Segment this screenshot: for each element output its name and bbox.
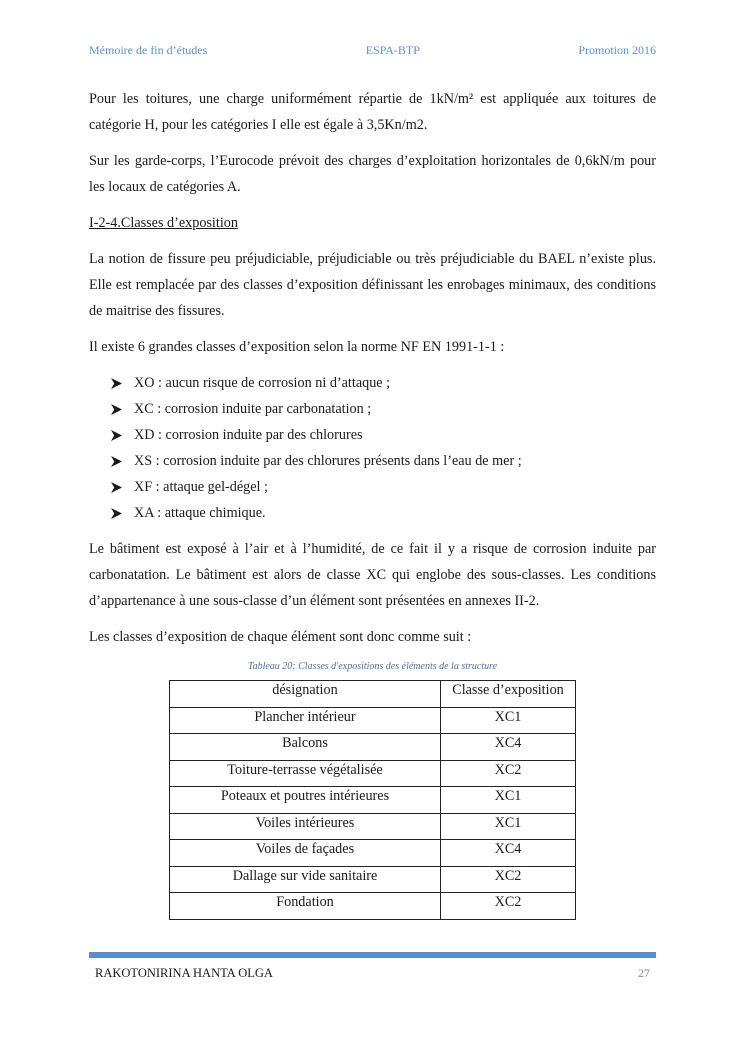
table-cell-class: XC4 <box>441 840 576 867</box>
table-row <box>170 813 576 840</box>
table-cell-designation: Voiles intérieures <box>170 813 441 840</box>
list-item-text: XO : aucun risque de corrosion ni d’attaque ; <box>134 375 391 391</box>
table-cell-class: XC2 <box>441 760 576 787</box>
table-row <box>170 734 576 761</box>
list-item-text: XD : corrosion induite par des chlorures <box>134 427 363 443</box>
arrowhead-bullet-icon <box>111 508 122 519</box>
table-cell-designation: Plancher intérieur <box>170 707 441 734</box>
list-item <box>111 370 656 396</box>
arrowhead-bullet-icon <box>111 404 122 415</box>
page-header <box>89 43 656 58</box>
list-item <box>111 474 656 500</box>
table-cell-class: XC1 <box>441 707 576 734</box>
table-row <box>170 866 576 893</box>
header-school: ESPA-BTP <box>365 43 420 57</box>
paragraph-roof-loads: Pour les toitures, une charge uniformément répartie de 1kN/m² est appliquée aux toitures de catégorie H, pour les catégories I elle est égale à 3,5Kn/m2. <box>89 91 656 133</box>
paragraph-building-exposure: Le bâtiment est exposé à l’air et à l’humidité, de ce fait il y a risque de corrosion induite par carbonatation. Le bâtiment est alors de classe XC qui englobe des sous-classes. Les conditions d’appartenance à une sous-classe d’un élément sont présentées en annexes II-2. <box>89 541 656 609</box>
table-cell-designation: Fondation <box>170 893 441 920</box>
table-row <box>170 760 576 787</box>
exposure-class-list <box>89 370 656 526</box>
table-row <box>170 840 576 867</box>
paragraph-table-intro: Les classes d’exposition de chaque élément sont donc comme suit : <box>89 629 472 645</box>
section-heading: I-2-4.Classes d’exposition <box>89 215 238 231</box>
table-cell-class: XC4 <box>441 734 576 761</box>
list-item <box>111 422 656 448</box>
header-thesis-label: Mémoire de fin d’études <box>89 43 208 57</box>
table-row <box>170 893 576 920</box>
page-number: 27 <box>638 966 650 980</box>
column-header-exposure-class: Classe d’exposition <box>441 681 576 708</box>
paragraph-crack-notion: La notion de fissure peu préjudiciable, préjudiciable ou très préjudiciable du BAEL n’existe plus. Elle est remplacée par des classes d’exposition définissant les enrobages minimaux, des conditions de maitrise des fissures. <box>89 251 656 319</box>
list-item <box>111 448 656 474</box>
page-content <box>89 86 656 920</box>
table-row <box>170 707 576 734</box>
table-caption: Tableau 20: Classes d'expositions des éléments de la structure <box>247 661 498 672</box>
header-promotion: Promotion 2016 <box>578 43 656 57</box>
table-cell-designation: Toiture-terrasse végétalisée <box>170 760 441 787</box>
list-item <box>111 500 656 526</box>
paragraph-guardrail-loads: Sur les garde-corps, l’Eurocode prévoit des charges d’exploitation horizontales de 0,6kN/m pour les locaux de catégories A. <box>89 153 656 195</box>
arrowhead-bullet-icon <box>111 482 122 493</box>
table-header-row <box>170 681 576 708</box>
column-header-designation: désignation <box>170 681 441 708</box>
list-item <box>111 396 656 422</box>
exposure-class-table <box>169 680 576 920</box>
table-cell-class: XC1 <box>441 787 576 814</box>
table-cell-class: XC2 <box>441 866 576 893</box>
table-cell-designation: Dallage sur vide sanitaire <box>170 866 441 893</box>
footer-author: RAKOTONIRINA HANTA OLGA <box>95 966 273 980</box>
table-row <box>170 787 576 814</box>
table-cell-designation: Balcons <box>170 734 441 761</box>
table-cell-class: XC1 <box>441 813 576 840</box>
list-item-text: XS : corrosion induite par des chlorures présents dans l’eau de mer ; <box>134 453 522 469</box>
list-item-text: XF : attaque gel-dégel ; <box>134 479 268 495</box>
paragraph-classes-intro: Il existe 6 grandes classes d’exposition selon la norme NF EN 1991-1-1 : <box>89 339 505 355</box>
table-cell-designation: Voiles de façades <box>170 840 441 867</box>
table-cell-designation: Poteaux et poutres intérieures <box>170 787 441 814</box>
arrowhead-bullet-icon <box>111 456 122 467</box>
arrowhead-bullet-icon <box>111 430 122 441</box>
footer-divider <box>89 952 656 958</box>
list-item-text: XC : corrosion induite par carbonatation ; <box>134 401 372 417</box>
page-footer <box>95 966 650 981</box>
list-item-text: XA : attaque chimique. <box>134 505 266 521</box>
table-cell-class: XC2 <box>441 893 576 920</box>
arrowhead-bullet-icon <box>111 378 122 389</box>
